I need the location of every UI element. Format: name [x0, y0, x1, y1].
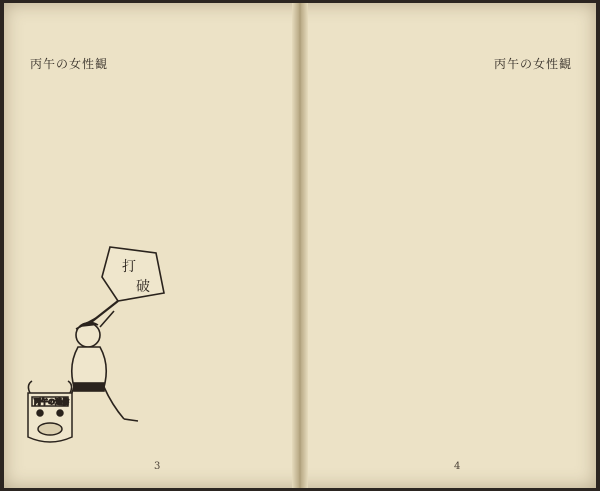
page-number-right: 4: [454, 461, 461, 472]
sign-board: [90, 247, 164, 323]
illustration-smashing-superstition: [18, 243, 188, 458]
right-page: [304, 3, 596, 488]
sign-text-1: 打: [122, 259, 136, 275]
page-number-left: 3: [154, 461, 161, 472]
cow-tag-text: 丙午の迷信: [34, 398, 69, 406]
figure-cow: [28, 381, 72, 442]
running-head-right: 丙午の女性観: [493, 57, 572, 71]
left-page: [4, 3, 296, 488]
left-text-upper: [52, 71, 282, 256]
book-spread: [4, 3, 596, 488]
right-text: [320, 71, 580, 451]
running-head-left: 丙午の女性観: [30, 57, 109, 71]
sign-text-2: 破: [136, 279, 150, 295]
